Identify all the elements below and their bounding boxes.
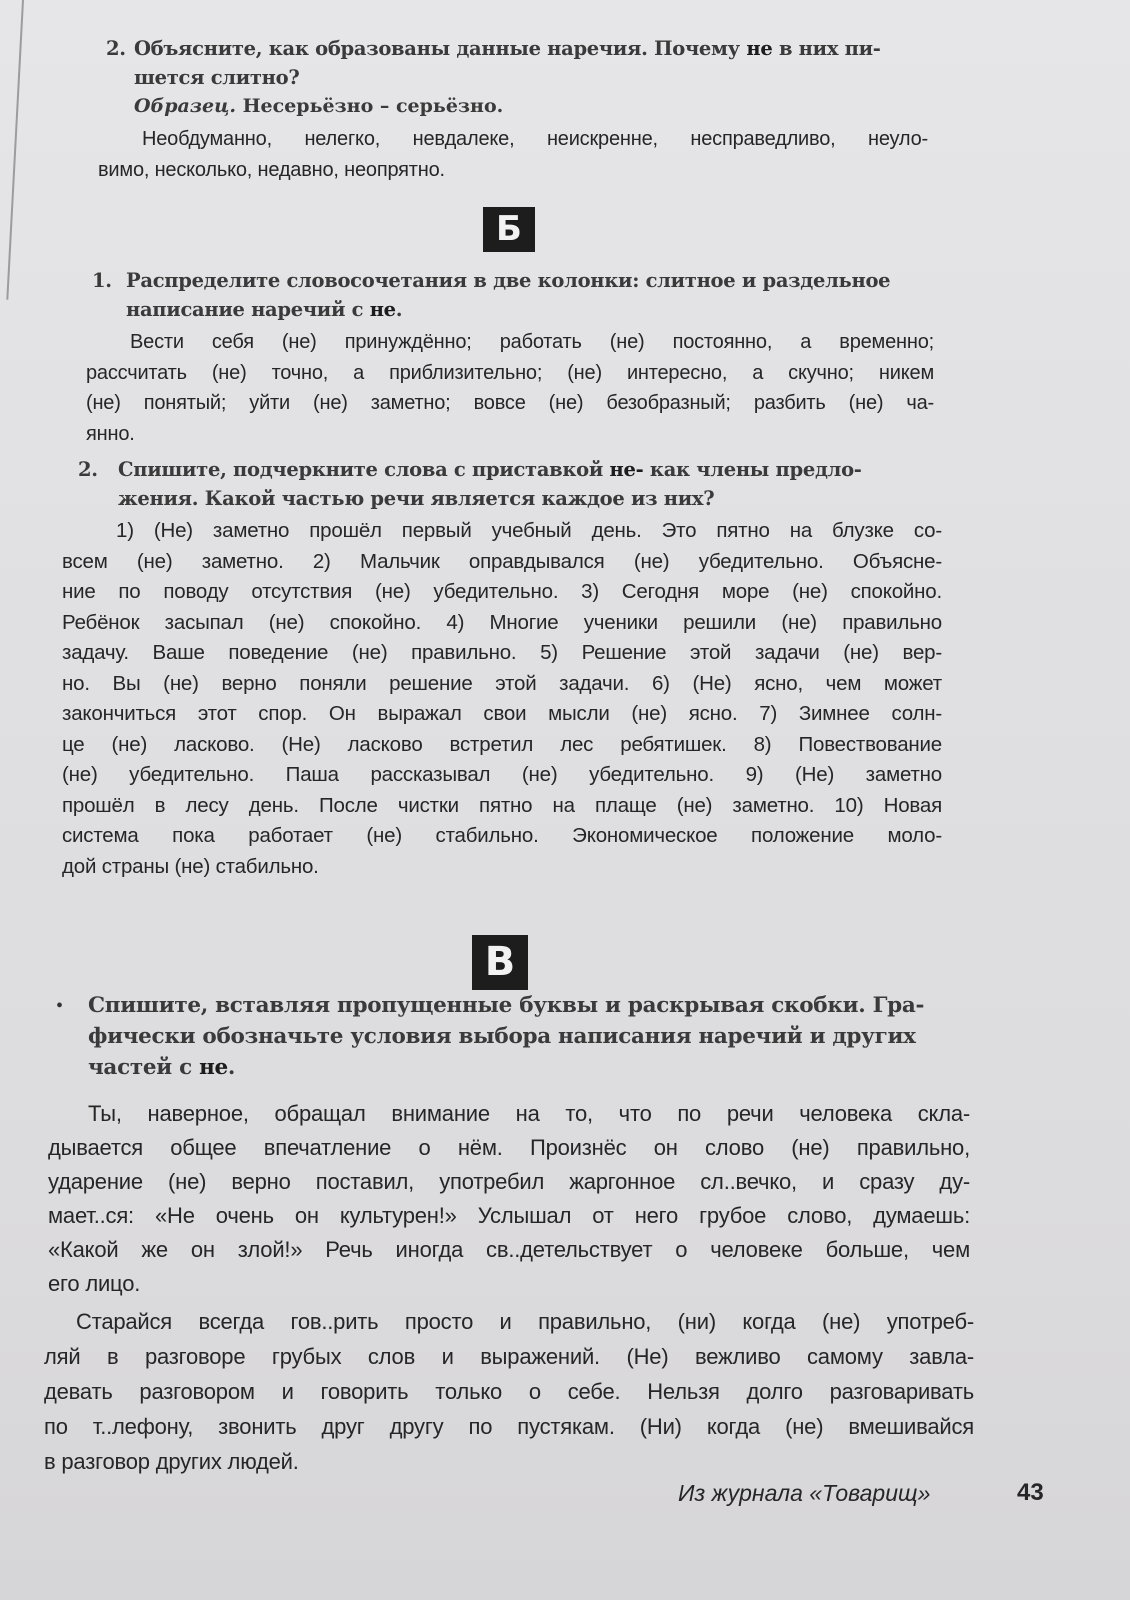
heading-text: как члены предло-: [643, 458, 862, 481]
text-paragraph-2: [44, 1304, 974, 1479]
sample-text: Несерьёзно – серьёзно.: [235, 95, 504, 117]
body-line: но. Вы (не) верно поняли решение этой задачи. 6) (Не) ясно, чем может: [62, 671, 942, 695]
body-line: рассчитать (не) точно, а приблизительно; (не) интересно, а скучно; никем: [86, 361, 934, 384]
heading-text: Спишите, вставляя пропущенные буквы и раскрывая скобки. Гра-: [88, 993, 925, 1018]
task-heading: [78, 455, 948, 513]
body-line: в разговор других людей.: [44, 1449, 299, 1474]
page-edge-line: [6, 0, 24, 300]
sample-label: Образец.: [134, 95, 236, 117]
body-line: 1) (Не) заметно прошёл первый учебный день. Это пятно на блузке со-: [116, 519, 942, 542]
body-line: Ребёнок засыпал (не) спокойно. 4) Многие ученики решили (не) правильно: [62, 610, 942, 634]
task-number: 1.: [92, 269, 112, 292]
body-line: дой страны (не) стабильно.: [62, 854, 319, 878]
body-line: по т..лефону, звонить друг другу по пустякам. (Ни) когда (не) вмешивайся: [44, 1414, 974, 1439]
ne-emphasis: не: [369, 298, 396, 321]
task-body: [62, 516, 942, 882]
task-underline-words: [78, 455, 948, 513]
heading-text: фически обозначьте условия выбора написания наречий и других: [88, 1024, 916, 1049]
task-number: 2.: [106, 37, 126, 60]
heading-continuation: шется слитно?: [134, 66, 300, 89]
body-line: всем (не) заметно. 2) Мальчик оправдывался (не) убедительно. Объясне-: [62, 549, 942, 573]
body-line: Необдуманно, нелегко, невдалеке, неискренне, несправедливо, неуло-: [142, 128, 928, 150]
task-explain-adverbs: [106, 34, 936, 121]
body-line: система пока работает (не) стабильно. Экономическое положение моло-: [62, 824, 942, 847]
heading-text: частей с: [88, 1055, 200, 1080]
source-attribution: Из журнала «Товарищ»: [678, 1480, 931, 1506]
task-fill-letters: [88, 990, 968, 1083]
task-body: [86, 327, 934, 449]
heading-text: написание наречий с: [126, 298, 370, 321]
task-heading: [92, 266, 942, 324]
heading-text: .: [227, 1055, 236, 1080]
body-line: ударение (не) верно поставил, употребил жаргонное сл..вечко, и сразу ду-: [48, 1169, 970, 1194]
body-line: Вести себя (не) принуждённо; работать (не) постоянно, а временно;: [130, 331, 934, 353]
body-line: ляй в разговоре грубых слов и выражений. (Не) вежливо самому завла-: [44, 1344, 974, 1369]
heading-text: [88, 1052, 968, 1083]
body-line: закончиться этот спор. Он выражал свои мысли (не) ясно. 7) Зимнее солн-: [62, 702, 942, 725]
body-line: задачу. Ваше поведение (не) правильно. 5) Решение этой задачи (не) вер-: [62, 641, 942, 664]
task-distribute-phrases: [92, 266, 942, 324]
ne-emphasis: не: [746, 37, 773, 60]
text-paragraph-1: [48, 1097, 970, 1301]
body-line: це (не) ласково. (Не) ласково встретил лес ребятишек. 8) Повествование: [62, 732, 942, 756]
ne-emphasis: не: [199, 1055, 228, 1080]
sample-line: [106, 92, 936, 121]
body-line: вимо, несколько, недавно, неопрятно.: [98, 158, 445, 181]
body-line: дывается общее впечатление о нём. Произнёс он слово (не) правильно,: [48, 1135, 970, 1160]
heading-text: .: [395, 298, 403, 321]
heading-text: в них пи-: [772, 37, 881, 60]
section-label-b: Б: [483, 207, 535, 252]
task-number: 2.: [78, 458, 98, 481]
task-body: [98, 124, 928, 185]
section-label-v: В: [472, 935, 528, 990]
heading-continuation: жения. Какой частью речи является каждое из них?: [118, 487, 715, 510]
body-line: Старайся всегда гов..рить просто и правильно, (ни) когда (не) употреб-: [76, 1309, 974, 1334]
body-line: (не) понятый; уйти (не) заметно; вовсе (не) безобразный; разбить (не) ча-: [86, 392, 934, 414]
heading-text: Спишите, подчеркните слова с приставкой: [118, 458, 610, 481]
bullet-icon: •: [56, 995, 64, 1017]
heading-text: Распределите словосочетания в две колонки: слитное и раздельное: [126, 269, 891, 292]
heading-continuation: [92, 295, 942, 324]
body-line: «Какой же он злой!» Речь иногда св..детельствует о человеке больше, чем: [48, 1237, 970, 1262]
page-number: 43: [1017, 1479, 1044, 1506]
task-heading: [88, 990, 968, 1083]
heading-text: Объясните, как образованы данные наречия. Почему: [134, 37, 747, 60]
task-heading: [106, 34, 936, 92]
body-line: янно.: [86, 422, 135, 445]
ne-emphasis: не-: [609, 458, 644, 481]
body-line: девать разговором и говорить только о себе. Нельзя долго разговаривать: [44, 1379, 974, 1404]
body-line: ние по поводу отсутствия (не) убедительно. 3) Сегодня море (не) спокойно.: [62, 580, 942, 603]
body-line: мает..ся: «Не очень он культурен!» Услышал от него грубое слово, думаешь:: [48, 1203, 970, 1228]
body-line: Ты, наверное, обращал внимание на то, что по речи человека скла-: [88, 1101, 970, 1126]
body-line: прошёл в лесу день. После чистки пятно на плаще (не) заметно. 10) Новая: [62, 793, 942, 817]
body-line: его лицо.: [48, 1271, 141, 1296]
body-line: (не) убедительно. Паша рассказывал (не) убедительно. 9) (Не) заметно: [62, 763, 942, 786]
